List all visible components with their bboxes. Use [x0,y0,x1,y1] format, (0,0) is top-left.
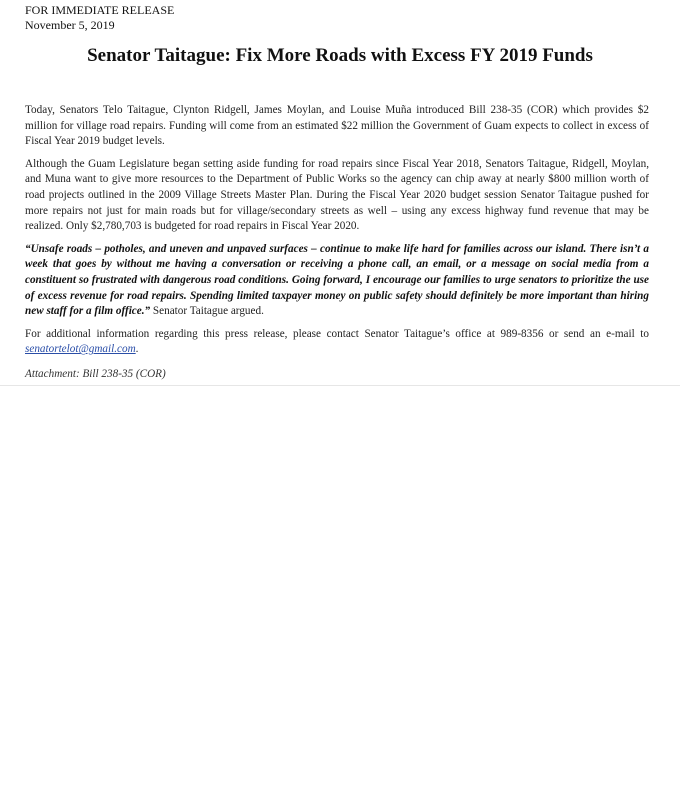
press-release-page [0,0,680,386]
senator-quote: “Unsafe roads – potholes, and uneven and unpaved surfaces – continue to make life hard for families across our island. There isn’t a week that goes by without me having a conversation or receiving a phone call, an email, or a message on social media from a constituent so frustrated with dangerous road conditions. Going forward, I encourage our families to urge senators to prioritize the use of excess revenue for road repairs. Spending limited taxpayer money on public safety should definitely be more important than hiring new staff for a film office.” [25,242,649,318]
page-title: Senator Taitague: Fix More Roads with Excess FY 2019 Funds [87,45,593,66]
contact-end: . [135,343,139,356]
release-label: FOR IMMEDIATE RELEASE [25,3,175,17]
attachment-note: Attachment: Bill 238-35 (COR) [25,367,166,380]
paragraph-contact [25,327,649,358]
quote-attribution: Senator Taitague argued. [150,305,264,318]
contact-text: For additional information regarding this press release, please contact Senator Taitague’s office at 989-8356 or send an e-mail to [25,327,649,340]
email-link[interactable]: senatortelot@gmail.com [25,343,136,356]
paragraph-quote [25,242,649,320]
press-release-body [25,103,649,390]
paragraph-intro: Today, Senators Telo Taitague, Clynton Ridgell, James Moylan, and Louise Muña introduced Bill 238-35 (COR) which provides $2 million for village road repairs. Funding will come from an estimated $22 million the Government of Guam expects to collect in excess of Fiscal Year 2019 budget levels. [25,104,649,148]
release-date: November 5, 2019 [25,18,115,32]
paragraph-background: Although the Guam Legislature began setting aside funding for road repairs since Fiscal Year 2018, Senators Taitague, Ridgell, Moylan, and Muna want to give more resources to the Department of Public Works so the agency can chip away at nearly $800 million worth of road projects outlined in the 2009 Village Streets Master Plan. During the Fiscal Year 2020 budget session Senator Taitague pushed for more repairs not just for main roads but for village/secondary streets as well – using any excess highway fund revenue that may be realized. Only $2,780,703 is budgeted for road repairs in Fiscal Year 2020. [25,157,649,233]
